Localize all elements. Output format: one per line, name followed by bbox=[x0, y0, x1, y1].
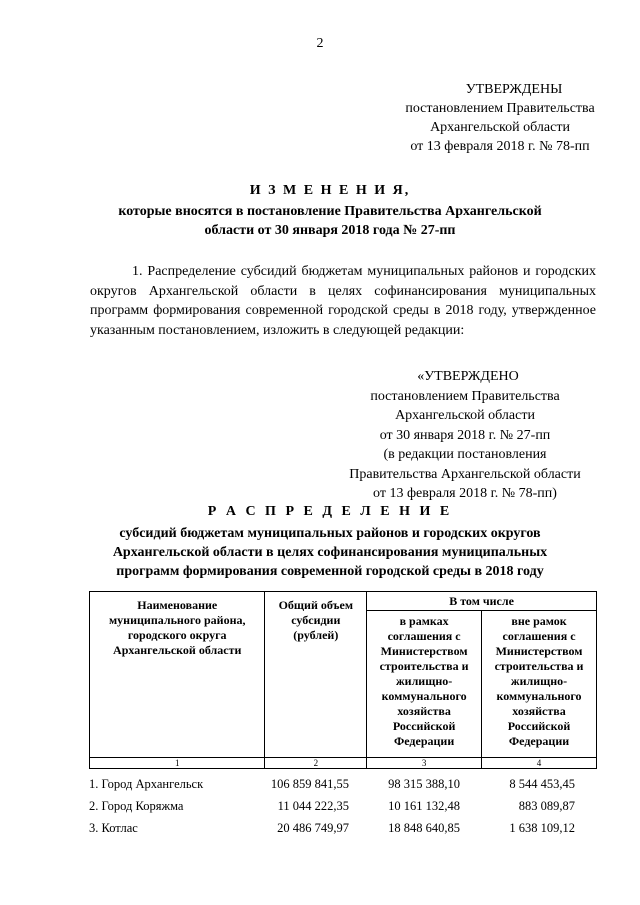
row-outside: 1 638 109,12 bbox=[509, 820, 575, 835]
approved-line: от 30 января 2018 г. № 27-пп bbox=[379, 427, 551, 443]
row-within: 98 315 388,10 bbox=[388, 776, 460, 791]
approval-block bbox=[380, 80, 620, 156]
page-number: 2 bbox=[316, 36, 324, 51]
changes-subtitle bbox=[80, 202, 580, 240]
row-municipality: 3. Котлас bbox=[89, 820, 138, 835]
table-row bbox=[89, 773, 597, 795]
col-header-total: Общий объем субсидии (рублей) bbox=[265, 592, 367, 758]
column-number: 3 bbox=[367, 758, 482, 769]
column-number: 1 bbox=[90, 758, 265, 769]
distribution-title: Р А С П Р Е Д Е Л Е Н И Е bbox=[207, 504, 453, 519]
column-number: 4 bbox=[482, 758, 597, 769]
col-header-outside: вне рамок соглашения с Министерством строительства и жилищно-коммунального хозяйства Российской Федерации bbox=[482, 611, 597, 758]
changes-subtitle-line: которые вносятся в постановление Правительства Архангельской bbox=[118, 204, 542, 219]
row-municipality: 2. Город Коряжма bbox=[89, 798, 184, 813]
distribution-rows bbox=[89, 773, 597, 839]
col-header-municipality: Наименование муниципального района, городского округа Архангельской области bbox=[90, 592, 265, 758]
approved-line: Правительства Архангельской области bbox=[349, 466, 581, 482]
approved-block bbox=[330, 367, 600, 504]
distribution-subtitle-line: Архангельской области в целях софинансирования муниципальных bbox=[112, 545, 548, 560]
amendment-paragraph: 1. Распределение субсидий бюджетам муниципальных районов и городских округов Архангельской области в целях софинансирования муниципальных программ формирования современной городской среды в 2018 году, утвержденное указанным постановлением, изложить в следующей редакции: bbox=[90, 264, 596, 338]
row-municipality: 1. Город Архангельск bbox=[89, 776, 204, 791]
approval-line: от 13 февраля 2018 г. № 78-пп bbox=[410, 139, 590, 154]
distribution-subtitle-line: субсидий бюджетам муниципальных районов и городских округов bbox=[119, 526, 541, 541]
distribution-subtitle bbox=[80, 524, 580, 581]
changes-title: И З М Е Н Е Н И Я, bbox=[249, 183, 411, 198]
approval-line: УТВЕРЖДЕНЫ bbox=[465, 82, 563, 97]
row-total: 106 859 841,55 bbox=[270, 776, 349, 791]
row-within: 18 848 640,85 bbox=[388, 820, 460, 835]
table-row bbox=[89, 795, 597, 817]
approved-line: Архангельской области bbox=[395, 408, 535, 423]
approved-line: от 13 февраля 2018 г. № 78-пп) bbox=[373, 486, 557, 501]
column-number: 2 bbox=[265, 758, 367, 769]
row-total: 20 486 749,97 bbox=[277, 820, 349, 835]
table-row bbox=[89, 817, 597, 839]
col-header-group: В том числе bbox=[367, 592, 597, 611]
col-header-within: в рамках соглашения с Министерством строительства и жилищно-коммунального хозяйства Российской Федерации bbox=[367, 611, 482, 758]
changes-subtitle-line: области от 30 января 2018 года № 27-пп bbox=[204, 223, 456, 238]
row-outside: 883 089,87 bbox=[518, 798, 575, 813]
approved-line: постановлением Правительства bbox=[370, 388, 560, 404]
distribution-subtitle-line: программ формирования современной городской среды в 2018 году bbox=[116, 564, 544, 579]
distribution-table bbox=[89, 591, 597, 769]
approval-line: Архангельской области bbox=[430, 120, 570, 135]
row-within: 10 161 132,48 bbox=[388, 798, 460, 813]
approval-line: постановлением Правительства bbox=[405, 101, 595, 116]
row-outside: 8 544 453,45 bbox=[509, 776, 575, 791]
approved-line: «УТВЕРЖДЕНО bbox=[417, 369, 519, 384]
approved-line: (в редакции постановления bbox=[383, 447, 547, 462]
row-total: 11 044 222,35 bbox=[277, 798, 349, 813]
